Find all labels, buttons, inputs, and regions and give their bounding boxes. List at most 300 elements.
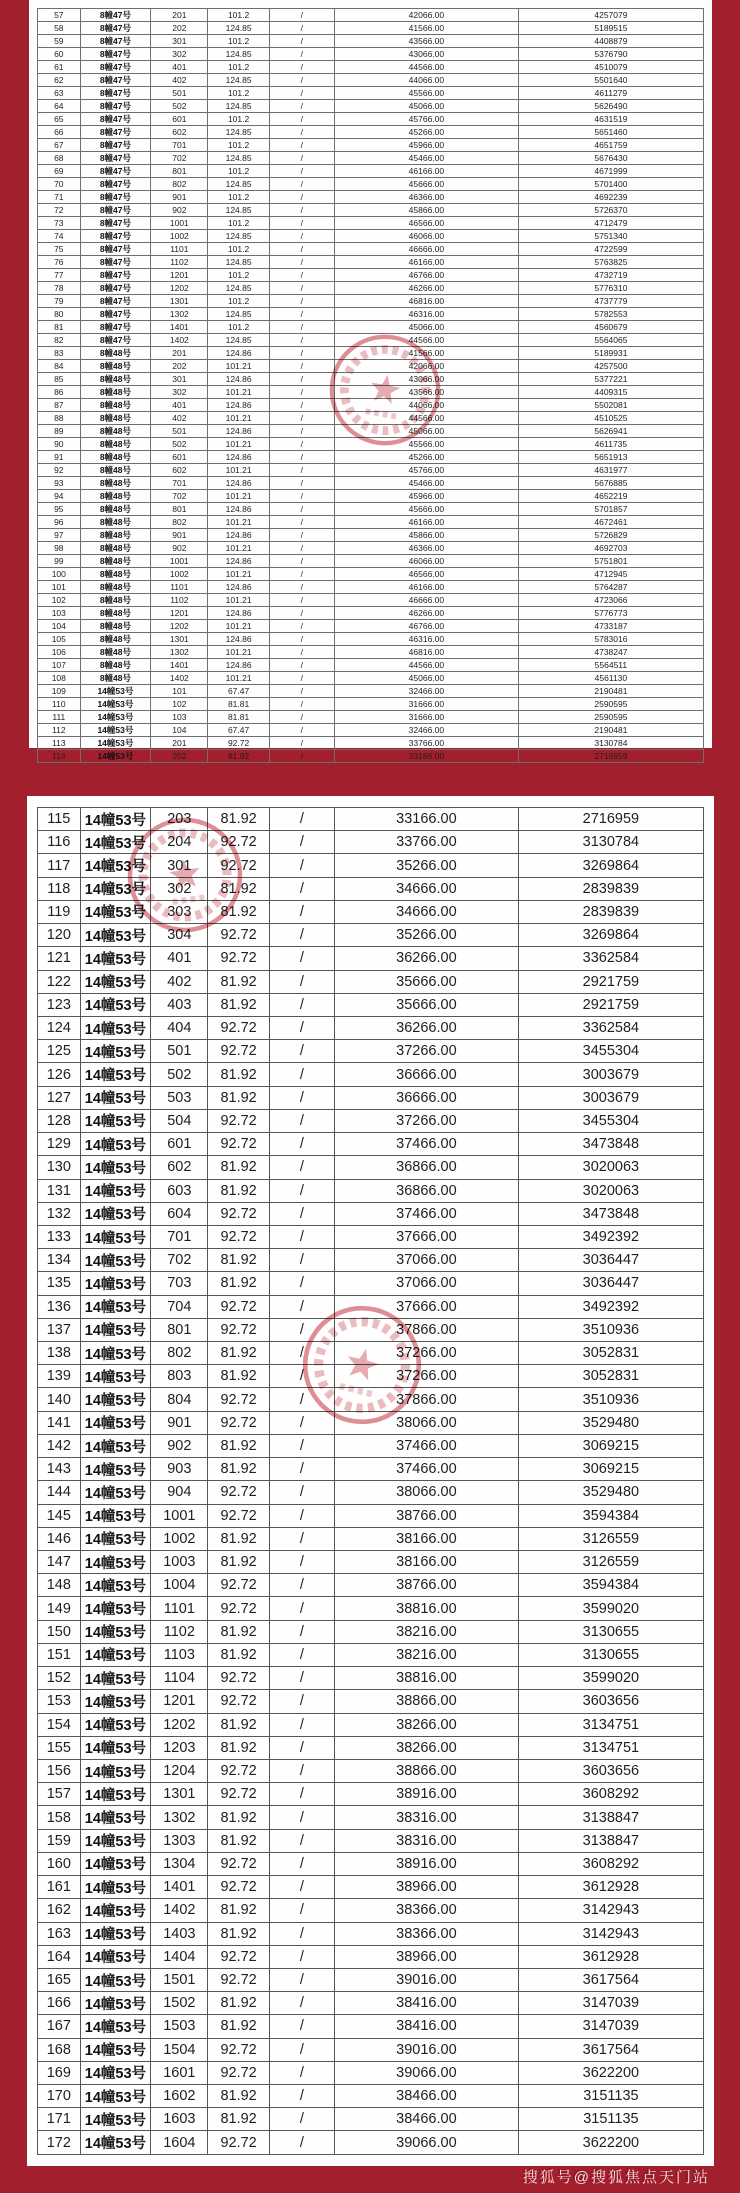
table-cell: 5189931 — [518, 347, 703, 360]
table-cell: 602 — [151, 1156, 208, 1179]
table-cell: 3134751 — [518, 1713, 703, 1736]
table-cell: 86 — [38, 386, 81, 399]
table-row — [38, 1759, 704, 1782]
table-cell: 81.92 — [208, 2015, 269, 2038]
table-cell: / — [269, 1899, 334, 1922]
table-cell: 502 — [151, 1063, 208, 1086]
table-row — [38, 2131, 704, 2155]
table-row — [38, 607, 704, 620]
table-cell: / — [269, 1434, 334, 1457]
table-cell: 14幢53号 — [80, 2085, 151, 2108]
table-cell: 1202 — [151, 282, 208, 295]
table-cell: 116 — [38, 831, 81, 854]
table-cell: 81.92 — [208, 1458, 269, 1481]
table-cell: 14幢53号 — [80, 2061, 151, 2084]
table-cell: 81.92 — [208, 1736, 269, 1759]
table-row — [38, 698, 704, 711]
table-row — [38, 1527, 704, 1550]
table-cell: 39066.00 — [335, 2131, 519, 2155]
table-cell: 8幢48号 — [80, 594, 151, 607]
table-row — [38, 594, 704, 607]
table-cell: 137 — [38, 1318, 81, 1341]
table-cell: 3622200 — [518, 2061, 703, 2084]
table-cell: 1101 — [151, 243, 208, 256]
table-row — [38, 269, 704, 282]
table-cell: / — [269, 256, 334, 269]
table-row — [38, 1783, 704, 1806]
table-cell: 94 — [38, 490, 81, 503]
table-cell: 3594384 — [518, 1504, 703, 1527]
table-cell: 142 — [38, 1434, 81, 1457]
table-cell: 3473848 — [518, 1133, 703, 1156]
table-cell: 80 — [38, 308, 81, 321]
table-cell: 8幢47号 — [80, 230, 151, 243]
table-cell: 14幢53号 — [80, 1179, 151, 1202]
table-cell: 2190481 — [518, 724, 703, 737]
table-row — [38, 1829, 704, 1852]
table-cell: 1304 — [151, 1852, 208, 1875]
table-cell: 3147039 — [518, 1992, 703, 2015]
table-cell: / — [269, 1597, 334, 1620]
table-cell: 5564511 — [518, 659, 703, 672]
table-cell: 124.86 — [208, 373, 269, 386]
table-cell: / — [269, 1179, 334, 1202]
table-cell: / — [269, 1690, 334, 1713]
table-cell: 304 — [151, 924, 208, 947]
table-cell: / — [269, 581, 334, 594]
table-cell: 45766.00 — [335, 113, 519, 126]
table-cell: 57 — [38, 9, 81, 22]
table-cell: 147 — [38, 1551, 81, 1574]
table-cell: 4672461 — [518, 516, 703, 529]
table-cell: 501 — [151, 87, 208, 100]
table-cell: 45466.00 — [335, 477, 519, 490]
table-cell: 14幢53号 — [80, 1852, 151, 1875]
table-cell: 124.85 — [208, 22, 269, 35]
table-cell: 151 — [38, 1643, 81, 1666]
table-cell: 100 — [38, 568, 81, 581]
table-cell: 702 — [151, 490, 208, 503]
table-cell: 124.85 — [208, 256, 269, 269]
table-cell: 2716959 — [518, 808, 703, 831]
table-cell: / — [269, 1922, 334, 1945]
table-cell: / — [269, 900, 334, 923]
table-cell: 38466.00 — [335, 2108, 519, 2131]
table-cell: 92.72 — [208, 2038, 269, 2061]
table-cell: 1502 — [151, 1992, 208, 2015]
table-row — [38, 1968, 704, 1991]
table-cell: 37866.00 — [335, 1388, 519, 1411]
table-row — [38, 1063, 704, 1086]
table-cell: / — [269, 685, 334, 698]
table-row — [38, 1342, 704, 1365]
table-cell: / — [269, 373, 334, 386]
table-cell: / — [269, 35, 334, 48]
table-cell: 8幢48号 — [80, 542, 151, 555]
table-cell: 92.72 — [208, 1388, 269, 1411]
table-cell: 1102 — [151, 594, 208, 607]
table-cell: / — [269, 555, 334, 568]
table-cell: / — [269, 451, 334, 464]
table-cell: 38216.00 — [335, 1643, 519, 1666]
table-cell: 38866.00 — [335, 1759, 519, 1782]
table-cell: 3617564 — [518, 2038, 703, 2061]
table-cell: / — [269, 1551, 334, 1574]
table-cell: / — [269, 1736, 334, 1759]
table-cell: 14幢53号 — [80, 1713, 151, 1736]
table-cell: / — [269, 1156, 334, 1179]
table-cell: / — [269, 2131, 334, 2155]
table-cell: 8幢47号 — [80, 178, 151, 191]
table-row — [38, 48, 704, 61]
table-cell: 1301 — [151, 295, 208, 308]
table-row — [38, 1458, 704, 1481]
table-cell: 5564065 — [518, 334, 703, 347]
table-cell: / — [269, 808, 334, 831]
table-cell: 38966.00 — [335, 1876, 519, 1899]
table-cell: 14幢53号 — [80, 1968, 151, 1991]
table-cell: 124.86 — [208, 659, 269, 672]
table-cell: 46316.00 — [335, 308, 519, 321]
table-cell: 903 — [151, 1458, 208, 1481]
table-cell: 107 — [38, 659, 81, 672]
table-row — [38, 165, 704, 178]
table-cell: / — [269, 529, 334, 542]
table-cell: 3130784 — [518, 831, 703, 854]
price-table-1 — [37, 8, 704, 763]
table-cell: 138 — [38, 1342, 81, 1365]
table-cell: / — [269, 607, 334, 620]
table-cell: / — [269, 1272, 334, 1295]
table-cell: 45066.00 — [335, 425, 519, 438]
table-cell: 8幢48号 — [80, 412, 151, 425]
table-cell: 170 — [38, 2085, 81, 2108]
table-cell: 3473848 — [518, 1202, 703, 1225]
table-cell: 8幢47号 — [80, 152, 151, 165]
table-cell: 92.72 — [208, 1574, 269, 1597]
table-cell: 1103 — [151, 1643, 208, 1666]
table-cell: 115 — [38, 808, 81, 831]
table-row — [38, 724, 704, 737]
table-cell: / — [269, 217, 334, 230]
table-cell: 1302 — [151, 1806, 208, 1829]
table-cell: 37066.00 — [335, 1272, 519, 1295]
table-cell: / — [269, 594, 334, 607]
table-cell: 45666.00 — [335, 178, 519, 191]
table-cell: 1002 — [151, 568, 208, 581]
table-cell: 14幢53号 — [80, 1876, 151, 1899]
table-cell: 3599020 — [518, 1667, 703, 1690]
table-cell: 14幢53号 — [80, 947, 151, 970]
table-cell: 14幢53号 — [80, 1667, 151, 1690]
table-cell: 167 — [38, 2015, 81, 2038]
table-row — [38, 204, 704, 217]
table-row — [38, 620, 704, 633]
table-cell: 67.47 — [208, 724, 269, 737]
table-cell: 158 — [38, 1806, 81, 1829]
table-cell: 101.21 — [208, 438, 269, 451]
table-cell: 4692239 — [518, 191, 703, 204]
table-cell: 63 — [38, 87, 81, 100]
table-cell: 45866.00 — [335, 529, 519, 542]
table-cell: 3492392 — [518, 1295, 703, 1318]
table-cell: 81.92 — [208, 1551, 269, 1574]
table-cell: 38916.00 — [335, 1783, 519, 1806]
table-cell: / — [269, 204, 334, 217]
table-cell: 135 — [38, 1272, 81, 1295]
table-cell: 14幢53号 — [80, 1643, 151, 1666]
table-cell: 5764287 — [518, 581, 703, 594]
table-cell: 133 — [38, 1225, 81, 1248]
table-cell: 68 — [38, 152, 81, 165]
table-cell: 81.92 — [208, 2085, 269, 2108]
table-cell: 81.92 — [208, 1365, 269, 1388]
table-cell: / — [269, 477, 334, 490]
table-cell: 4611279 — [518, 87, 703, 100]
table-row — [38, 74, 704, 87]
table-cell: 92.72 — [208, 1318, 269, 1341]
table-cell: 38166.00 — [335, 1527, 519, 1550]
table-cell: 1101 — [151, 581, 208, 594]
table-cell: 102 — [38, 594, 81, 607]
table-cell: 5501640 — [518, 74, 703, 87]
table-cell: 124.85 — [208, 230, 269, 243]
table-cell: 603 — [151, 1179, 208, 1202]
table-cell: / — [269, 1249, 334, 1272]
table-cell: 38816.00 — [335, 1597, 519, 1620]
table-cell: / — [269, 230, 334, 243]
table-row — [38, 900, 704, 923]
table-cell: 4723066 — [518, 594, 703, 607]
table-cell: 3612928 — [518, 1945, 703, 1968]
table-row — [38, 1481, 704, 1504]
table-cell: 157 — [38, 1783, 81, 1806]
table-cell: 8幢48号 — [80, 607, 151, 620]
table-cell: / — [269, 1016, 334, 1039]
table-cell: 101.2 — [208, 61, 269, 74]
table-cell: 46066.00 — [335, 230, 519, 243]
table-row — [38, 1016, 704, 1039]
table-cell: / — [269, 282, 334, 295]
table-cell: 204 — [151, 831, 208, 854]
table-cell: 14幢53号 — [80, 1318, 151, 1341]
table-cell: / — [269, 2108, 334, 2131]
table-cell: 150 — [38, 1620, 81, 1643]
table-cell: 81.92 — [208, 1434, 269, 1457]
table-cell: 67 — [38, 139, 81, 152]
table-cell: 14幢53号 — [80, 737, 151, 750]
table-cell: 38966.00 — [335, 1945, 519, 1968]
table-cell: 43566.00 — [335, 386, 519, 399]
table-cell: 37266.00 — [335, 1342, 519, 1365]
table-cell: 5377221 — [518, 373, 703, 386]
table-cell: 35266.00 — [335, 854, 519, 877]
table-cell: 1504 — [151, 2038, 208, 2061]
table-cell: 81.92 — [208, 1527, 269, 1550]
table-cell: 101.2 — [208, 87, 269, 100]
table-cell: 42066.00 — [335, 360, 519, 373]
table-cell: 89 — [38, 425, 81, 438]
table-cell: 801 — [151, 165, 208, 178]
table-cell: 166 — [38, 1992, 81, 2015]
table-cell: 99 — [38, 555, 81, 568]
table-cell: / — [269, 1225, 334, 1248]
table-cell: 124.85 — [208, 308, 269, 321]
table-cell: 702 — [151, 152, 208, 165]
table-cell: 901 — [151, 529, 208, 542]
table-cell: 8幢48号 — [80, 672, 151, 685]
table-cell: 46166.00 — [335, 256, 519, 269]
table-cell: 14幢53号 — [80, 1527, 151, 1550]
table-cell: 124.85 — [208, 74, 269, 87]
table-cell: 45066.00 — [335, 100, 519, 113]
table-cell: 201 — [151, 737, 208, 750]
table-cell: 81.92 — [208, 750, 269, 763]
table-cell: 101.21 — [208, 386, 269, 399]
table-cell: 38166.00 — [335, 1551, 519, 1574]
table-cell: 36666.00 — [335, 1063, 519, 1086]
table-cell: 101.2 — [208, 113, 269, 126]
table-row — [38, 1806, 704, 1829]
table-cell: 58 — [38, 22, 81, 35]
table-cell: 14幢53号 — [80, 831, 151, 854]
table-cell: 92.72 — [208, 1295, 269, 1318]
table-cell: 43066.00 — [335, 373, 519, 386]
table-cell: 402 — [151, 970, 208, 993]
table-cell: 4737779 — [518, 295, 703, 308]
table-row — [38, 113, 704, 126]
table-cell: 1001 — [151, 217, 208, 230]
table-cell: 3052831 — [518, 1365, 703, 1388]
table-cell: 1402 — [151, 672, 208, 685]
table-cell: 92.72 — [208, 947, 269, 970]
table-cell: 14幢53号 — [80, 900, 151, 923]
table-cell: 501 — [151, 425, 208, 438]
table-cell: 8幢47号 — [80, 61, 151, 74]
table-cell: 1201 — [151, 269, 208, 282]
table-cell: 37266.00 — [335, 1109, 519, 1132]
table-row — [38, 568, 704, 581]
table-cell: 169 — [38, 2061, 81, 2084]
table-cell: / — [269, 698, 334, 711]
table-cell: 46166.00 — [335, 581, 519, 594]
table-cell: 46766.00 — [335, 620, 519, 633]
table-cell: 3036447 — [518, 1272, 703, 1295]
table-cell: 83 — [38, 347, 81, 360]
table-cell: 1003 — [151, 1551, 208, 1574]
table-cell: / — [269, 947, 334, 970]
table-cell: 105 — [38, 633, 81, 646]
table-row — [38, 100, 704, 113]
table-cell: 102 — [151, 698, 208, 711]
table-cell: 602 — [151, 464, 208, 477]
table-cell: 38366.00 — [335, 1922, 519, 1945]
table-cell: 14幢53号 — [80, 1899, 151, 1922]
table-cell: / — [269, 191, 334, 204]
table-cell: 101.2 — [208, 217, 269, 230]
table-cell: 92.72 — [208, 1667, 269, 1690]
table-cell: 2716959 — [518, 750, 703, 763]
table-row — [38, 425, 704, 438]
table-row — [38, 321, 704, 334]
table-cell: 104 — [38, 620, 81, 633]
table-cell: 124.86 — [208, 581, 269, 594]
table-cell: 81.92 — [208, 970, 269, 993]
table-cell: 1001 — [151, 1504, 208, 1527]
table-cell: 14幢53号 — [80, 1806, 151, 1829]
table-cell: / — [269, 308, 334, 321]
table-cell: 101.21 — [208, 672, 269, 685]
table-cell: 14幢53号 — [80, 1992, 151, 2015]
table-cell: 1303 — [151, 1829, 208, 1852]
table-cell: 31666.00 — [335, 698, 519, 711]
table-cell: 152 — [38, 1667, 81, 1690]
table-cell: 154 — [38, 1713, 81, 1736]
table-cell: 37666.00 — [335, 1225, 519, 1248]
table-cell: 4651759 — [518, 139, 703, 152]
table-row — [38, 503, 704, 516]
table-cell: 801 — [151, 1318, 208, 1341]
table-row — [38, 2108, 704, 2131]
table-cell: 92.72 — [208, 1783, 269, 1806]
table-cell: 37466.00 — [335, 1458, 519, 1481]
table-row — [38, 438, 704, 451]
table-row — [38, 347, 704, 360]
table-cell: 45266.00 — [335, 126, 519, 139]
table-cell: 14幢53号 — [80, 1202, 151, 1225]
table-cell: 8幢47号 — [80, 308, 151, 321]
table-cell: 14幢53号 — [80, 1434, 151, 1457]
table-cell: 101.21 — [208, 594, 269, 607]
table-cell: 3622200 — [518, 2131, 703, 2155]
table-cell: / — [269, 1458, 334, 1481]
table-row — [38, 808, 704, 831]
table-cell: 401 — [151, 399, 208, 412]
table-row — [38, 1388, 704, 1411]
table-cell: / — [269, 48, 334, 61]
table-cell: 3147039 — [518, 2015, 703, 2038]
table-cell: 81.92 — [208, 1992, 269, 2015]
table-row — [38, 1899, 704, 1922]
table-cell: 703 — [151, 1272, 208, 1295]
table-cell: / — [269, 737, 334, 750]
table-row — [38, 1667, 704, 1690]
table-cell: 14幢53号 — [80, 1620, 151, 1643]
table-cell: 1204 — [151, 1759, 208, 1782]
table-cell: 1002 — [151, 230, 208, 243]
table-cell: 802 — [151, 516, 208, 529]
table-cell: 124.85 — [208, 100, 269, 113]
table-cell: / — [269, 542, 334, 555]
table-cell: 1401 — [151, 1876, 208, 1899]
table-cell: 5776310 — [518, 282, 703, 295]
table-cell: 81.92 — [208, 1620, 269, 1643]
table-row — [38, 970, 704, 993]
table-row — [38, 1365, 704, 1388]
table-cell: / — [269, 1876, 334, 1899]
table-cell: 81.92 — [208, 1179, 269, 1202]
table-cell: 62 — [38, 74, 81, 87]
table-cell: 66 — [38, 126, 81, 139]
table-cell: 4561130 — [518, 672, 703, 685]
table-cell: 124.86 — [208, 633, 269, 646]
table-cell: 124.86 — [208, 555, 269, 568]
table-cell: 14幢53号 — [80, 924, 151, 947]
table-cell: 124.85 — [208, 48, 269, 61]
table-cell: 5626941 — [518, 425, 703, 438]
table-cell: 8幢47号 — [80, 256, 151, 269]
table-row — [38, 924, 704, 947]
